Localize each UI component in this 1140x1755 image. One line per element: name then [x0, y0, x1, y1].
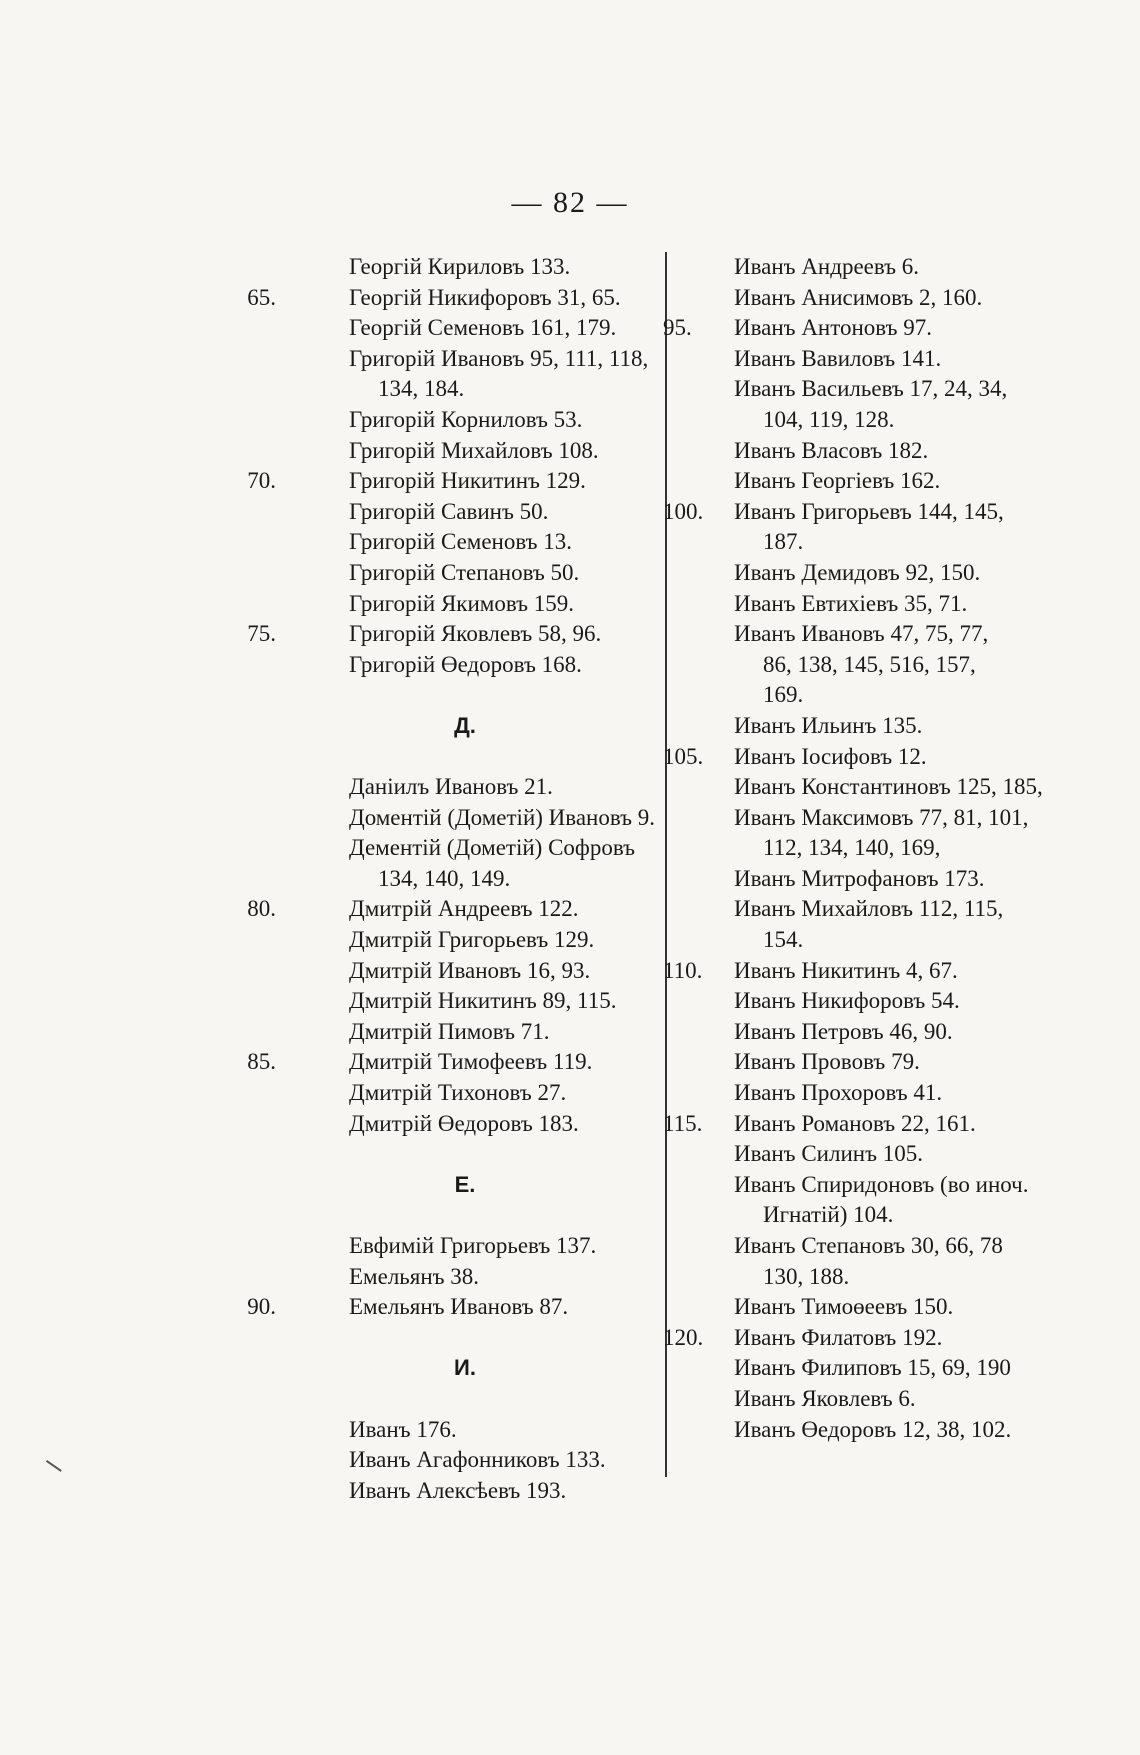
entry-text: Иванъ Яковлевъ 6.: [734, 1385, 916, 1411]
section-letter: Е.: [454, 1171, 476, 1197]
index-entry: [665, 956, 1085, 987]
index-entry: [665, 742, 1085, 773]
entry-text: Иванъ Власовъ 182.: [734, 437, 929, 463]
entry-continuation: [665, 405, 1085, 436]
entry-text: Иванъ Никитинъ 4, 67.: [734, 957, 958, 983]
index-entry: [280, 650, 670, 681]
entry-text: Иванъ Васильевъ 17, 24, 34,: [734, 376, 1008, 402]
entry-continuation: [665, 527, 1085, 558]
entry-number: 120.: [663, 1324, 704, 1350]
index-entry: [665, 1170, 1085, 1201]
entry-text: Иванъ 176.: [349, 1416, 457, 1442]
entry-text: Иванъ Андреевъ 6.: [734, 254, 920, 279]
index-entry: [247, 1292, 670, 1323]
index-entry: [665, 374, 1085, 405]
index-entry: [665, 772, 1085, 803]
entry-text: Иванъ Григорьевъ 144, 145,: [734, 498, 1004, 524]
entry-text: Дмитрій Никитинъ 89, 115.: [349, 988, 617, 1014]
index-entry: [665, 1139, 1085, 1170]
entry-text: Иванъ Никифоровъ 54.: [734, 988, 960, 1014]
index-entry: [665, 1017, 1085, 1048]
index-entry: [280, 436, 670, 467]
index-entry: [665, 466, 1085, 497]
entry-text: Иванъ Алексѣевъ 193.: [349, 1477, 567, 1503]
entry-text: Доментій (Дометій) Ивановъ 9.: [349, 804, 656, 830]
entry-text: Игнатій) 104.: [763, 1202, 894, 1228]
entry-continuation: [665, 650, 1085, 681]
scan-mark: [46, 1460, 62, 1472]
section-heading: [280, 711, 670, 742]
section-letter: Д.: [454, 712, 476, 738]
index-entry: [280, 252, 670, 283]
index-entry: [280, 405, 670, 436]
entry-number: 75.: [247, 621, 276, 647]
index-entry: [665, 986, 1085, 1017]
entry-text: Иванъ Спиридоновъ (во иноч.: [734, 1171, 1029, 1197]
index-entry: [665, 497, 1085, 528]
entry-continuation: [280, 374, 670, 405]
index-entry: [665, 1047, 1085, 1078]
entry-text: Иванъ Іосифовъ 12.: [734, 743, 927, 769]
index-entry: [280, 1262, 670, 1293]
entry-text: Иванъ Вавиловъ 141.: [734, 345, 942, 371]
page-number: — 82 —: [511, 186, 629, 219]
entry-number: 85.: [247, 1049, 276, 1075]
entry-text: Иванъ Антоновъ 97.: [734, 315, 932, 341]
index-entry: [665, 589, 1085, 620]
entry-text: Иванъ Өедоровъ 12, 38, 102.: [734, 1416, 1012, 1442]
entry-text: Григорій Савинъ 50.: [349, 498, 549, 524]
entry-text: Иванъ Филатовъ 192.: [734, 1324, 943, 1350]
entry-text: Дмитрій Ивановъ 16, 93.: [349, 957, 591, 983]
entry-text: Георгій Семеновъ 161, 179.: [349, 315, 617, 341]
index-entry: [280, 1231, 670, 1262]
index-entry: [665, 1109, 1085, 1140]
entry-text: Иванъ Петровъ 46, 90.: [734, 1018, 953, 1044]
index-entry: [280, 833, 670, 864]
blank-line: [280, 1139, 670, 1170]
entry-text: 86, 138, 145, 516, 157,: [763, 651, 976, 677]
entry-text: Иванъ Тимоөеевъ 150.: [734, 1294, 954, 1320]
entry-text: Иванъ Филиповъ 15, 69, 190: [734, 1355, 1011, 1381]
entry-text: Иванъ Митрофановъ 173.: [734, 865, 985, 891]
entry-continuation: [665, 833, 1085, 864]
entry-text: Дмитрій Тихоновъ 27.: [349, 1080, 567, 1106]
left-column: [247, 252, 670, 1506]
entry-number: 105.: [663, 743, 704, 769]
index-entry: [280, 925, 670, 956]
index-entry: [280, 772, 670, 803]
index-entry: [247, 466, 670, 497]
entry-continuation: [665, 680, 1085, 711]
entry-text: Дмитрій Өедоровъ 183.: [349, 1110, 579, 1136]
entry-text: Иванъ Максимовъ 77, 81, 101,: [734, 804, 1029, 830]
index-entry: [665, 1292, 1085, 1323]
entry-number: 100.: [663, 498, 704, 524]
entry-number: 115.: [663, 1110, 703, 1136]
entry-text: Григорій Корниловъ 53.: [349, 406, 583, 432]
entry-text: Григорій Семеновъ 13.: [349, 529, 573, 555]
entry-text: Иванъ Ильинъ 135.: [734, 712, 923, 738]
index-entry: [280, 558, 670, 589]
index-entry: [665, 711, 1085, 742]
index-entry: [665, 313, 1085, 344]
entry-text: Георгій Кириловъ 133.: [349, 254, 571, 279]
entry-number: 110.: [663, 957, 703, 983]
index-entry: [280, 1415, 670, 1446]
entry-text: Григорій Михайловъ 108.: [349, 437, 599, 463]
entry-number: 90.: [247, 1294, 276, 1320]
index-entry: [665, 558, 1085, 589]
entry-number: 80.: [247, 896, 276, 922]
index-entry: [665, 1323, 1085, 1354]
entry-text: Дмитрій Пимовъ 71.: [349, 1018, 550, 1044]
entry-text: Григорій Якимовъ 159.: [349, 590, 575, 616]
index-entry: [665, 252, 1085, 283]
blank-line: [280, 742, 670, 773]
entry-text: Иванъ Агафонниковъ 133.: [349, 1447, 606, 1473]
index-entry: [665, 894, 1085, 925]
index-entry: [665, 283, 1085, 314]
entry-text: Емельянъ Ивановъ 87.: [349, 1294, 569, 1320]
index-entry: [280, 1445, 670, 1476]
entry-text: Иванъ Прововъ 79.: [734, 1049, 920, 1075]
entry-text: 134, 140, 149.: [378, 865, 511, 891]
index-entry: [665, 1078, 1085, 1109]
index-entry: [280, 527, 670, 558]
index-entry: [280, 313, 670, 344]
index-entry: [665, 619, 1085, 650]
entry-continuation: [280, 864, 670, 895]
entry-text: Иванъ Демидовъ 92, 150.: [734, 559, 981, 585]
blank-line: [280, 1200, 670, 1231]
index-entry: [280, 497, 670, 528]
index-entry: [247, 1047, 670, 1078]
index-entry: [280, 986, 670, 1017]
index-entry: [665, 803, 1085, 834]
entry-text: Григорій Өедоровъ 168.: [349, 651, 582, 677]
index-entry: [665, 1353, 1085, 1384]
entry-text: Дмитрій Григорьевъ 129.: [349, 927, 595, 953]
index-entry: [280, 1109, 670, 1140]
index-entry: [665, 1384, 1085, 1415]
blank-line: [280, 680, 670, 711]
entry-text: Иванъ Романовъ 22, 161.: [734, 1110, 976, 1136]
entry-text: Иванъ Ивановъ 47, 75, 77,: [734, 621, 989, 647]
entry-number: 95.: [663, 315, 692, 341]
entry-text: 130, 188.: [763, 1263, 850, 1289]
entry-text: 112, 134, 140, 169,: [763, 835, 941, 861]
entry-text: Дмитрій Андреевъ 122.: [349, 896, 579, 922]
index-entry: [665, 344, 1085, 375]
index-entry: [280, 344, 670, 375]
index-entry: [280, 589, 670, 620]
index-entry: [280, 1078, 670, 1109]
section-letter: И.: [454, 1355, 476, 1381]
entry-text: Григорій Степановъ 50.: [349, 559, 580, 585]
index-entry: [665, 1231, 1085, 1262]
entry-text: Дмитрій Тимофеевъ 119.: [349, 1049, 593, 1075]
entry-continuation: [665, 1200, 1085, 1231]
entry-text: Иванъ Константиновъ 125, 185,: [734, 774, 1043, 800]
section-heading: [280, 1170, 670, 1201]
entry-continuation: [665, 925, 1085, 956]
entry-text: Григорій Ивановъ 95, 111, 118,: [349, 345, 649, 371]
index-entry: [280, 956, 670, 987]
entry-text: Иванъ Георгіевъ 162.: [734, 468, 941, 494]
index-entry: [247, 894, 670, 925]
blank-line: [280, 1323, 670, 1354]
entry-continuation: [665, 1262, 1085, 1293]
index-entry: [280, 1476, 670, 1507]
entry-text: 134, 184.: [378, 376, 465, 402]
index-entry: [247, 283, 670, 314]
entry-text: 104, 119, 128.: [763, 406, 895, 432]
entry-text: Григорій Никитинъ 129.: [349, 468, 586, 494]
entry-text: 187.: [763, 529, 804, 555]
entry-number: 70.: [247, 468, 276, 494]
entry-text: Евфимій Григорьевъ 137.: [349, 1233, 597, 1258]
entry-text: Иванъ Силинъ 105.: [734, 1141, 923, 1167]
entry-text: Иванъ Степановъ 30, 66, 78: [734, 1233, 1003, 1258]
entry-text: 154.: [763, 927, 804, 953]
entry-text: Григорій Яковлевъ 58, 96.: [349, 621, 602, 647]
entry-text: Дементій (Дометій) Софровъ: [349, 835, 636, 861]
index-entry: [665, 436, 1085, 467]
entry-text: Даніилъ Ивановъ 21.: [349, 774, 553, 800]
entry-text: Иванъ Анисимовъ 2, 160.: [734, 284, 983, 310]
index-entry: [665, 864, 1085, 895]
index-entry: [247, 619, 670, 650]
section-heading: [280, 1353, 670, 1384]
entry-text: Иванъ Прохоровъ 41.: [734, 1080, 943, 1106]
right-column: [665, 252, 1085, 1445]
entry-text: 169.: [763, 682, 804, 708]
entry-number: 65.: [247, 284, 276, 310]
entry-text: Георгій Никифоровъ 31, 65.: [349, 284, 621, 310]
index-entry: [665, 1415, 1085, 1446]
index-entry: [280, 1017, 670, 1048]
index-entry: [280, 803, 670, 834]
blank-line: [280, 1384, 670, 1415]
entry-text: Емельянъ 38.: [349, 1263, 480, 1289]
entry-text: Иванъ Михайловъ 112, 115,: [734, 896, 1004, 922]
entry-text: Иванъ Евтихіевъ 35, 71.: [734, 590, 968, 616]
